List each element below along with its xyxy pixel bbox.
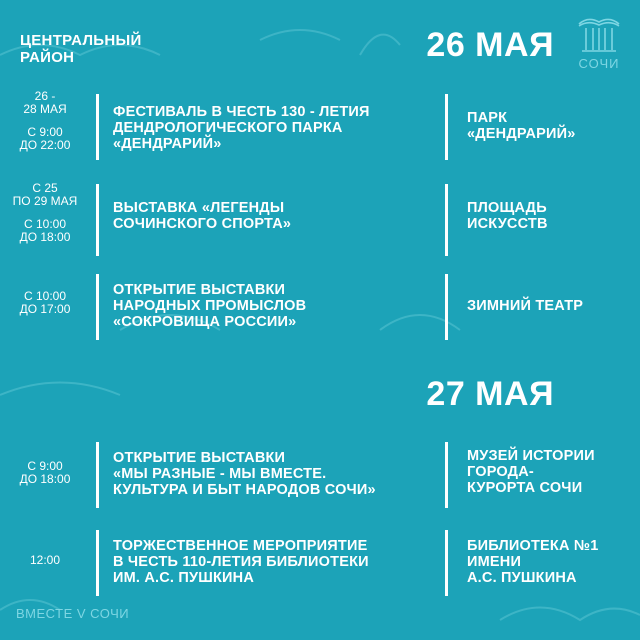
district-title xyxy=(20,32,142,66)
event-place: БИБЛИОТЕКА №1 ИМЕНИ А.С. ПУШКИНА xyxy=(467,538,599,586)
divider xyxy=(445,184,448,256)
event-title: ФЕСТИВАЛЬ В ЧЕСТЬ 130 - ЛЕТИЯ ДЕНДРОЛОГИЧЕСКОГО ПАРКА «ДЕНДРАРИЙ» xyxy=(113,104,370,152)
footer-slogan: ВМЕСТЕ V СОЧИ xyxy=(16,606,130,621)
event-title: ТОРЖЕСТВЕННОЕ МЕРОПРИЯТИЕ В ЧЕСТЬ 110-ЛЕТИЯ БИБЛИОТЕКИ ИМ. А.С. ПУШКИНА xyxy=(113,538,369,586)
event-time: С 25 ПО 29 МАЯ С 10:00 ДО 18:00 xyxy=(12,181,78,244)
date-heading-27: 27 МАЯ xyxy=(426,375,554,413)
event-time: 26 - 28 МАЯ С 9:00 ДО 22:00 xyxy=(19,89,71,152)
divider xyxy=(96,274,99,340)
event-place: ЗИМНИЙ ТЕАТР xyxy=(467,298,584,314)
divider xyxy=(445,442,448,508)
divider xyxy=(445,94,448,160)
sochi-logo xyxy=(572,14,626,76)
event-place: ПАРК «ДЕНДРАРИЙ» xyxy=(467,110,576,142)
divider xyxy=(96,94,99,160)
colonnade-icon xyxy=(576,14,622,54)
event-time: 12:00 xyxy=(29,553,61,567)
event-place: МУЗЕЙ ИСТОРИИ ГОРОДА- КУРОРТА СОЧИ xyxy=(467,448,595,496)
district-line: ЦЕНТРАЛЬНЫЙ xyxy=(20,32,142,49)
event-title: ВЫСТАВКА «ЛЕГЕНДЫ СОЧИНСКОГО СПОРТА» xyxy=(113,200,292,232)
event-time: С 10:00 ДО 17:00 xyxy=(19,289,71,316)
divider xyxy=(445,530,448,596)
event-time: С 9:00 ДО 18:00 xyxy=(19,459,71,486)
district-line: РАЙОН xyxy=(20,49,75,66)
divider xyxy=(96,442,99,508)
event-title: ОТКРЫТИЕ ВЫСТАВКИ «МЫ РАЗНЫЕ - МЫ ВМЕСТЕ. КУЛЬТУРА И БЫТ НАРОДОВ СОЧИ» xyxy=(113,450,376,498)
date-heading-26: 26 МАЯ xyxy=(426,26,554,64)
divider xyxy=(445,274,448,340)
logo-text: СОЧИ xyxy=(578,56,620,71)
divider xyxy=(96,530,99,596)
event-title: ОТКРЫТИЕ ВЫСТАВКИ НАРОДНЫХ ПРОМЫСЛОВ «СОКРОВИЩА РОССИИ» xyxy=(113,282,307,330)
event-place: ПЛОЩАДЬ ИСКУССТВ xyxy=(467,200,548,232)
divider xyxy=(96,184,99,256)
